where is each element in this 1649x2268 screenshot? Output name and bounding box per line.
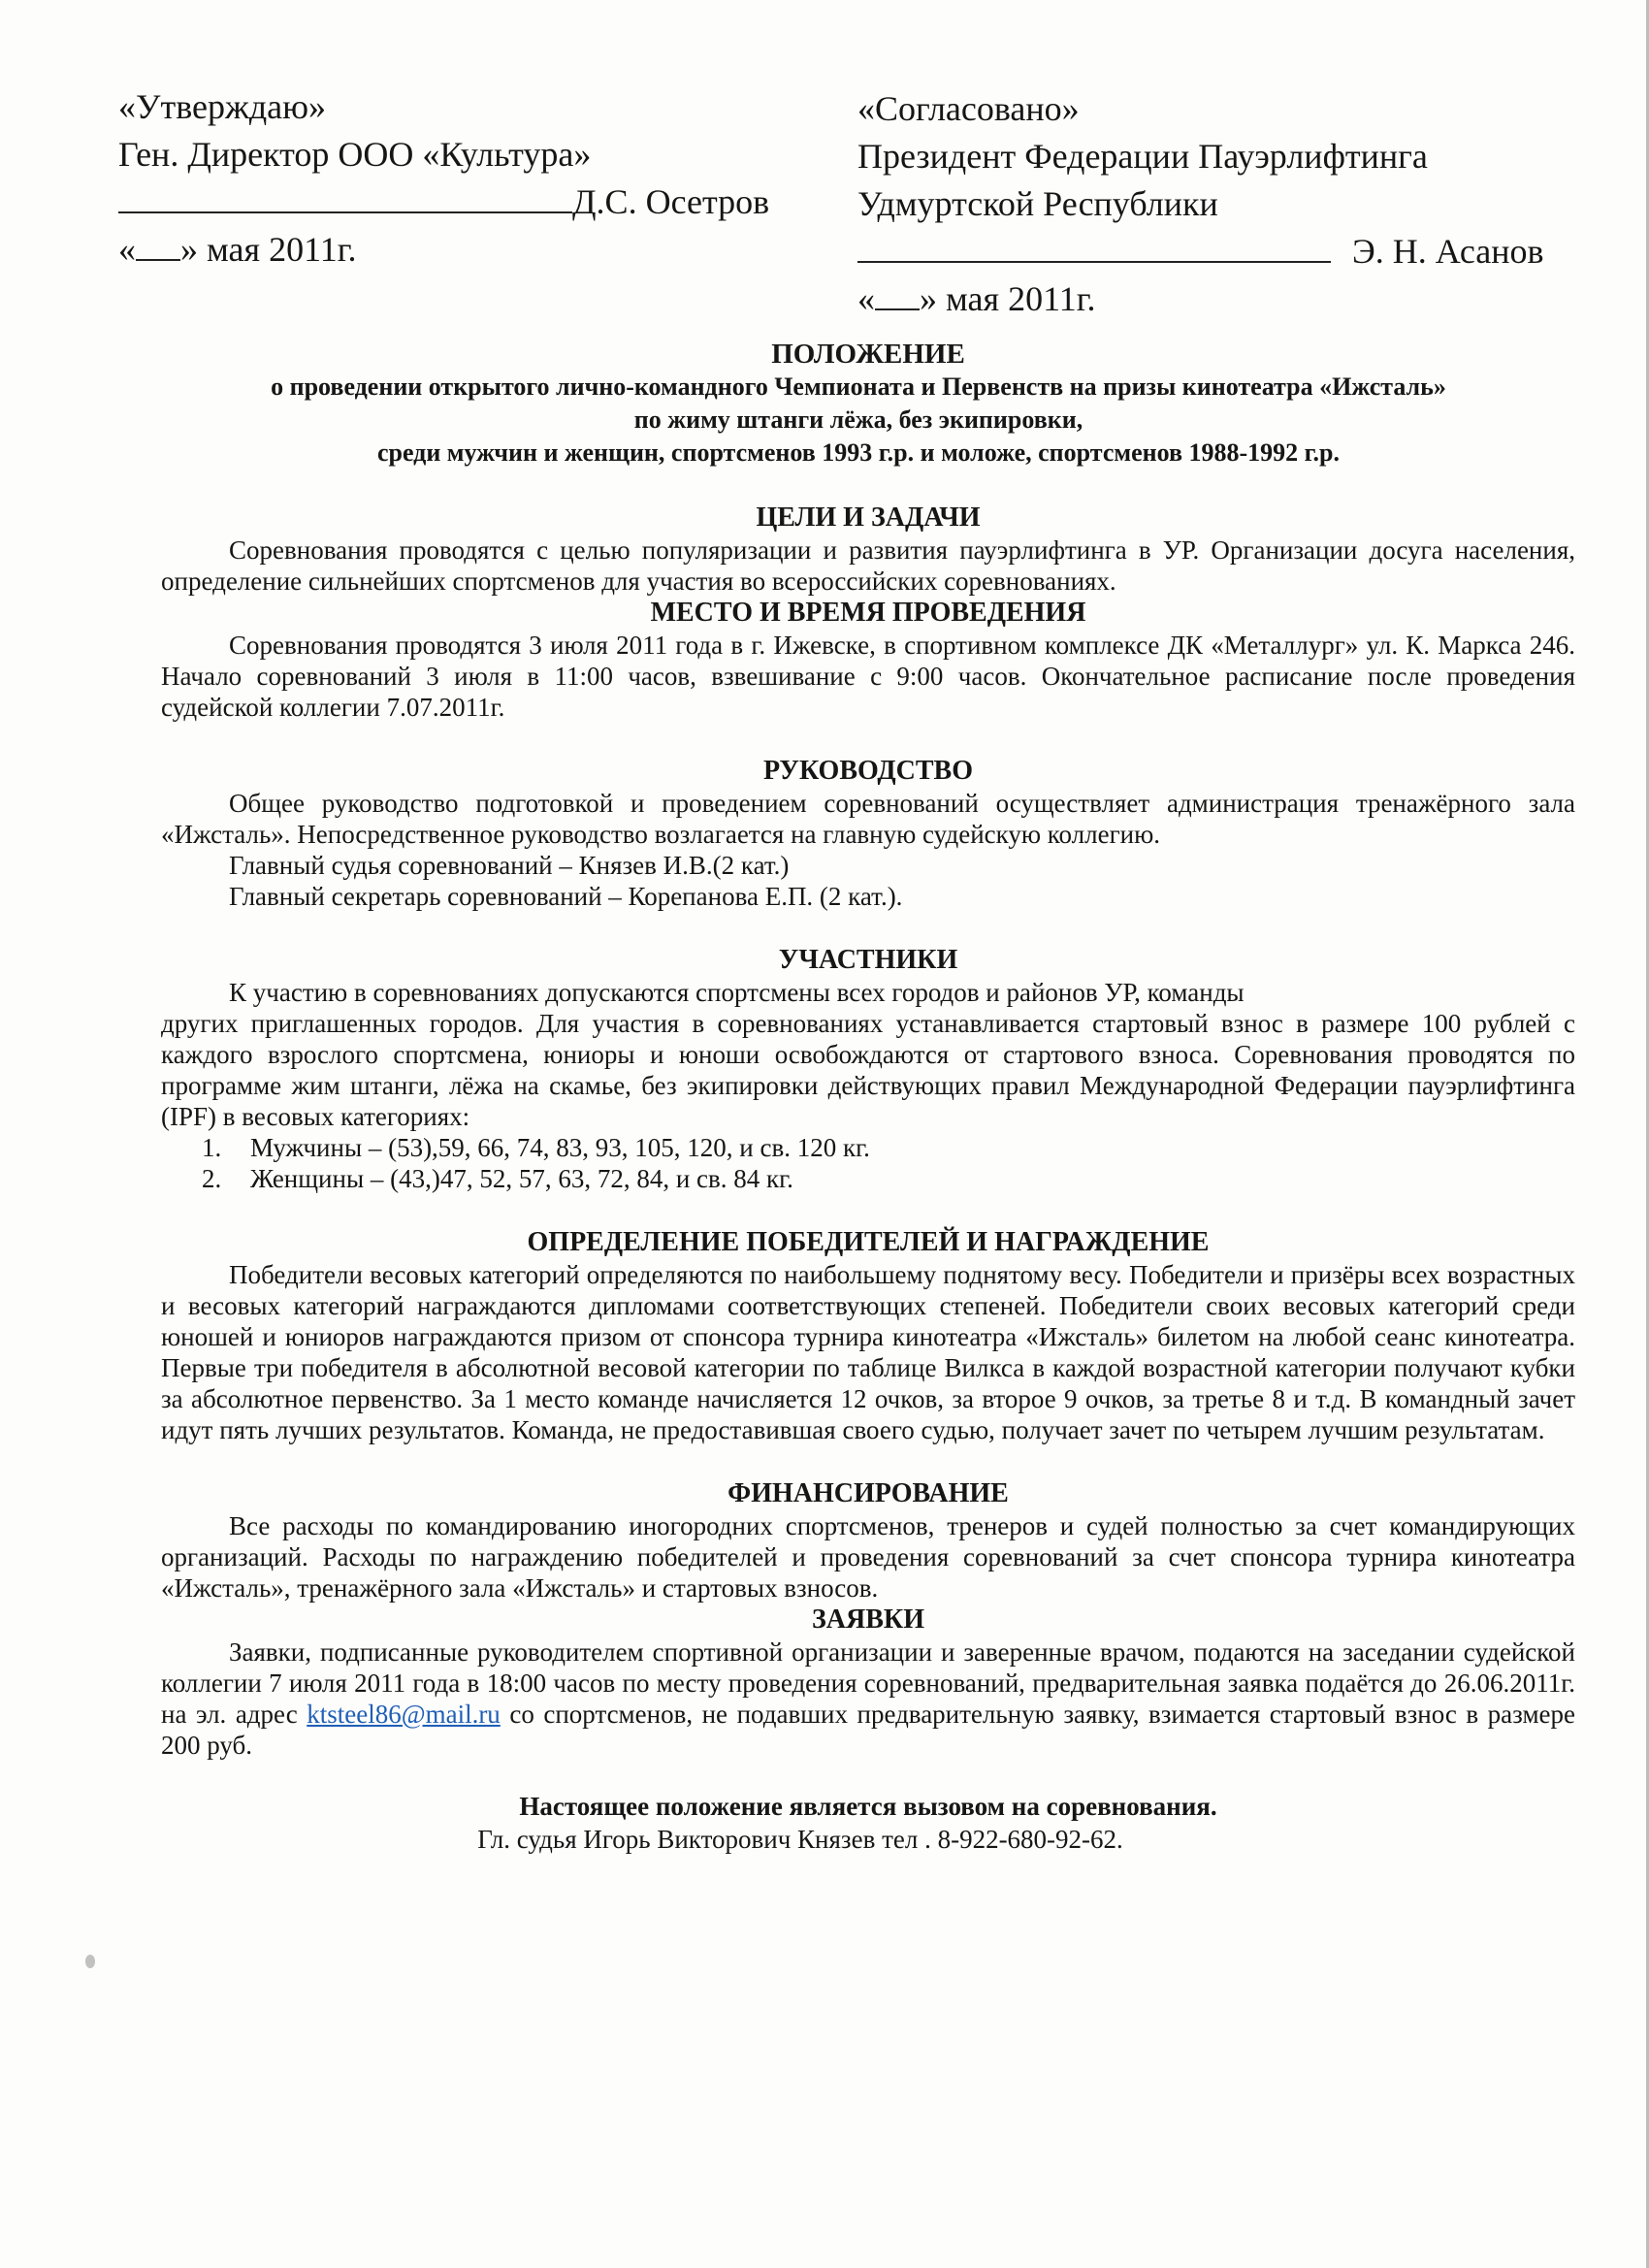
agreement-date: « » мая 2011г. [857,279,1096,318]
applications-text: Заявки, подписанные руководителем спортивной организации и заверенные врачом, подаются на заседании судейской коллегии 7 июля 2011 года в 18:00 часов по месту проведения соревнований, предварительная заявка подаётся до 26.06.2011г. на эл. адрес ktsteel86@mail.ru со спортсменов, не подавших предварительную заявку, взимается стартовый взнос в размере 200 руб. [161,1637,1576,1760]
email-link[interactable]: ktsteel86@mail.ru [307,1700,501,1729]
applications-heading: ЗАЯВКИ [812,1604,924,1635]
winners-heading: ОПРЕДЕЛЕНИЕ ПОБЕДИТЕЛЕЙ И НАГРАЖДЕНИЕ [527,1227,1210,1257]
approval-date: « » мая 2011г. [118,230,357,269]
approval-signature-line [118,178,769,226]
chief-judge: Главный судья соревнований – Князев И.В.(2 кат.) [229,851,790,880]
participants-heading: УЧАСТНИКИ [778,945,958,975]
agreement-name: Э. Н. Асанов [1352,232,1544,271]
agreement-signature-line [857,228,1544,275]
women-categories: Женщины – (43,)47, 52, 57, 63, 72, 84, и св. 84 кг. [250,1164,793,1193]
signature-underline [857,228,1331,263]
place-heading: МЕСТО И ВРЕМЯ ПРОВЕДЕНИЯ [650,598,1086,628]
approval-name: Д.С. Осетров [572,182,770,221]
approval-position: Ген. Директор ООО «Культура» [118,135,592,174]
list-item: 2. Женщины – (43,)47, 52, 57, 63, 72, 84, и св. 84 кг. [202,1164,793,1193]
approval-heading: «Утверждаю» [118,87,327,126]
chief-secretary: Главный секретарь соревнований – Корепанова Е.П. (2 кат.). [229,882,903,911]
men-categories: Мужчины – (53),59, 66, 74, 83, 93, 105, 120, и св. 120 кг. [250,1133,870,1162]
place-text: Соревнования проводятся 3 июля 2011 года в г. Ижевске, в спортивном комплексе ДК «Металлург» ул. К. Маркса 246. Начало соревнований 3 июля в 11:00 часов, взвешивание с 9:00 часов. Окончательное расписание после проведения судейской коллегии 7.07.2011г. [161,631,1575,722]
goals-text: Соревнования проводятся с целью популяризации и развития пауэрлифтинга в УР. Организации досуга населения, определение сильнейших спортсменов для участия во всероссийских соревнованиях. [161,535,1575,596]
document-subtitle-1: о проведении открытого лично-командного Чемпионата и Первенств на призы кинотеатра «Ижсталь» [271,373,1446,401]
document-subtitle-2: по жиму штанги лёжа, без экипировки, [633,405,1083,434]
weight-categories [161,1132,1575,1194]
judge-contact: Гл. судья Игорь Викторович Князев тел . 8-922-680-92-62. [477,1825,1123,1854]
participants-line-1: К участию в соревнованиях допускаются спортсмены всех городов и районов УР, команды [229,978,1245,1007]
financing-heading: ФИНАНСИРОВАНИЕ [728,1478,1009,1508]
participants-text: других приглашенных городов. Для участия в соревнованиях устанавливается стартовый взнос в размере 100 рублей с каждого взрослого спортсмена, юниоры и юноши освобождаются от стартового взноса. Соревнования проводятся по программе жим штанги, лёжа на скамье, без экипировки действующих правил Международной Федерации пауэрлифтинга (IPF) в весовых категориях: [161,1009,1575,1131]
document-subtitle-3: среди мужчин и женщин, спортсменов 1993 г.р. и моложе, спортсменов 1988-1992 г.р. [376,438,1341,467]
agreement-heading: «Согласовано» [857,89,1080,128]
agreement-block [857,85,1544,323]
approval-block [118,83,769,274]
goals-heading: ЦЕЛИ И ЗАДАЧИ [756,502,981,533]
management-text: Общее руководство подготовкой и проведением соревнований осуществляет администрация тренажёрного зала «Ижсталь». Непосредственное руководство возлагается на главную судейскую коллегию. [161,789,1575,849]
financing-text: Все расходы по командированию иногородних спортсменов, тренеров и судей полностью за счет командирующих организаций. Расходы по награждению победителей и проведения соревнований за счет спонсора турнира кинотеатра «Ижсталь», тренажёрного зала «Ижсталь» и стартовых взносов. [161,1511,1575,1603]
winners-text: Победители весовых категорий определяются по наибольшему поднятому весу. Победители и призёры всех возрастных и весовых категорий награждаются дипломами соответствующих степеней. Победители своих весовых категорий среди юношей и юниоров награждаются призом от спонсора турнира кинотеатра «Ижсталь» билетом на любой сеанс кинотеатра. Первые три победителя в абсолютной весовой категории по таблице Вилкса в каждой возрастной категории получают кубки за абсолютное первенство. За 1 место команде начисляется 12 очков, за второе 9 очков, за третье 8 и т.д. В командный зачет идут пять лучших результатов. Команда, не предоставившая своего судью, получает зачет по четырем лучшим результатам. [161,1260,1575,1444]
date-blank [875,279,920,310]
document-title: ПОЛОЖЕНИЕ [771,339,965,370]
call-notice: Настоящее положение является вызовом на соревнования. [519,1792,1217,1821]
management-heading: РУКОВОДСТВО [762,756,973,786]
date-blank [136,230,180,261]
document-body [161,338,1575,1856]
agreement-position-2: Удмуртской Республики [857,184,1218,223]
list-item: 1. Мужчины – (53),59, 66, 74, 83, 93, 105, 120, и св. 120 кг. [202,1133,870,1162]
agreement-position-1: Президент Федерации Пауэрлифтинга [857,137,1428,176]
signature-underline [118,178,572,213]
